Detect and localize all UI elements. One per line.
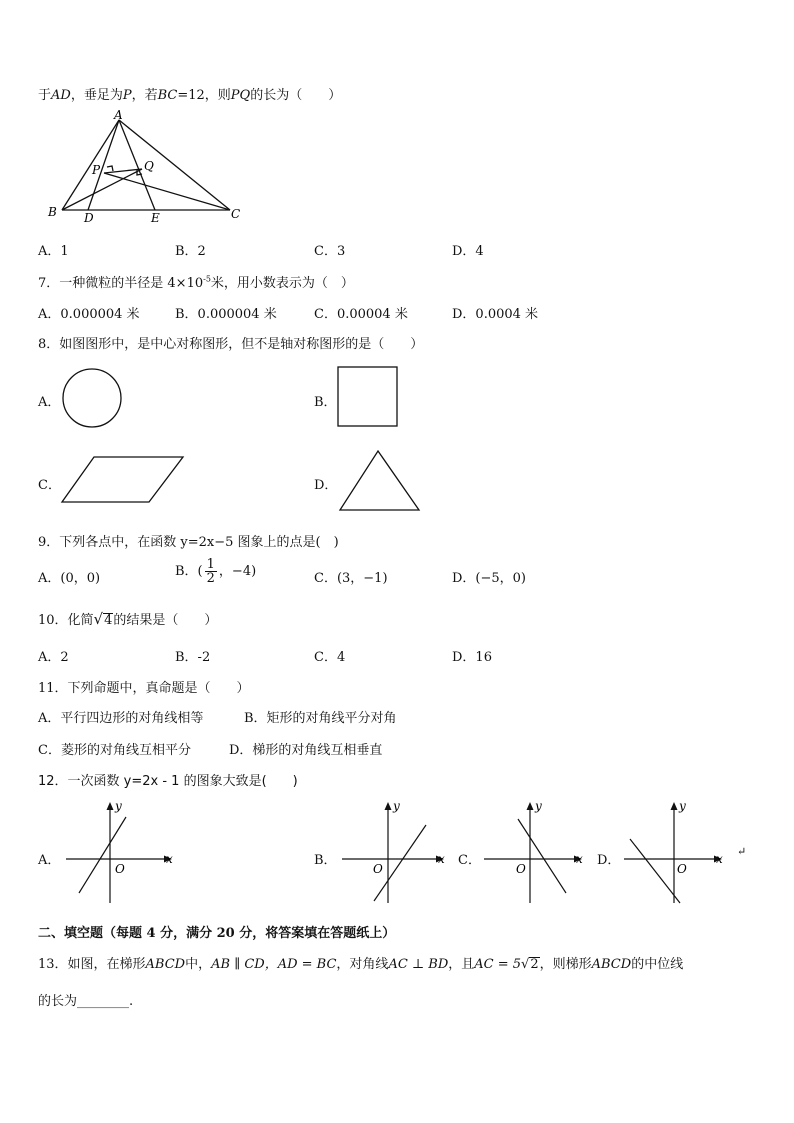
q8-option-b[interactable]: B． xyxy=(314,395,337,410)
q9-option-d[interactable]: D．(−5，0) xyxy=(452,571,527,586)
q12a-axis-y: y xyxy=(115,799,122,813)
q12b-origin: O xyxy=(373,862,383,876)
q8-square-figure xyxy=(337,366,399,428)
q12d-origin: O xyxy=(677,862,687,876)
q12c-origin: O xyxy=(516,862,526,876)
q12-graph-d xyxy=(620,797,730,907)
q6-label-D: D xyxy=(84,211,94,225)
q8-option-a[interactable]: A． xyxy=(38,395,61,410)
q12b-axis-x: x xyxy=(438,852,445,866)
q9-option-a[interactable]: A．(0，0) xyxy=(38,571,101,586)
q12-graph-c xyxy=(480,797,590,907)
q12c-axis-x: x xyxy=(576,852,583,866)
q8-stem: 8．如图图形中，是中心对称图形，但不是轴对称图形的是（ ） xyxy=(38,337,424,352)
q13-stem-line1: 13．如图，在梯形ABCD中，AB ∥ CD，AD = BC，对角线AC ⊥ BD，且AC = 5√2，则梯形ABCD的中位线 xyxy=(38,957,684,972)
q7-option-b[interactable]: B．0.000004 米 xyxy=(175,307,277,322)
q11-option-c[interactable]: C．菱形的对角线互相平分 xyxy=(38,743,191,758)
q12b-axis-y: y xyxy=(393,799,400,813)
q11-option-b[interactable]: B．矩形的对角线平分对角 xyxy=(244,711,397,726)
q11-option-d[interactable]: D．梯形的对角线互相垂直 xyxy=(229,743,383,758)
q6-label-E: E xyxy=(151,211,160,225)
q6-option-c[interactable]: C．3 xyxy=(314,244,346,259)
q6-label-B: B xyxy=(48,205,57,219)
q6-label-C: C xyxy=(231,207,241,221)
q6-option-a[interactable]: A．1 xyxy=(38,244,69,259)
q6-label-A: A xyxy=(114,110,123,122)
q9-option-b[interactable]: B．( $\frac{1}{2}$ ，−4) xyxy=(175,557,257,586)
q6-triangle-figure xyxy=(40,110,260,226)
q8-option-d[interactable]: D． xyxy=(314,478,338,493)
q12a-origin: O xyxy=(115,862,125,876)
q11-stem: 11．下列命题中，真命题是（ ） xyxy=(38,681,250,696)
q12-option-d[interactable]: D． xyxy=(597,853,621,868)
return-mark: ↵ xyxy=(737,845,747,858)
q12c-axis-y: y xyxy=(535,799,542,813)
q8-triangle-figure xyxy=(338,449,422,513)
q9-stem: 9．下列各点中，在函数 y=2x−5 图象上的点是( ) xyxy=(38,535,339,550)
q10-option-b[interactable]: B．-2 xyxy=(175,650,211,665)
q8-parallelogram-figure xyxy=(60,455,186,505)
q8-circle-figure xyxy=(60,367,124,429)
sqrt-radical-icon: √ xyxy=(93,610,104,628)
q10-option-c[interactable]: C．4 xyxy=(314,650,346,665)
q9-option-c[interactable]: C．(3，−1) xyxy=(314,571,388,586)
q10-stem: 10．化简√4的结果是（ ） xyxy=(38,610,218,628)
q8-option-c[interactable]: C． xyxy=(38,478,61,493)
sqrt-radical-icon: √ xyxy=(521,957,530,972)
q10-option-a[interactable]: A．2 xyxy=(38,650,69,665)
q6-stem: 于AD，垂足为P，若BC=12，则PQ的长为（ ） xyxy=(38,88,342,103)
section-2-title: 二、填空题（每题 4 分，满分 20 分，将答案填在答题纸上） xyxy=(38,926,396,941)
q7-option-d[interactable]: D．0.0004 米 xyxy=(452,307,539,322)
q11-option-a[interactable]: A．平行四边形的对角线相等 xyxy=(38,711,204,726)
q12d-axis-y: y xyxy=(679,799,686,813)
q13-stem-line2: 的长为________. xyxy=(38,994,134,1009)
q6-label-P: P xyxy=(92,163,101,177)
q12-graph-a xyxy=(62,797,178,907)
q6-option-b[interactable]: B．2 xyxy=(175,244,206,259)
q12-option-b[interactable]: B． xyxy=(314,853,337,868)
q12-stem: 12．一次函数 y=2x - 1 的图象大致是( ) xyxy=(38,774,298,789)
q12-option-a[interactable]: A． xyxy=(38,853,61,868)
q7-option-a[interactable]: A．0.000004 米 xyxy=(38,307,140,322)
q7-option-c[interactable]: C．0.00004 米 xyxy=(314,307,408,322)
q12-graph-b xyxy=(340,797,450,907)
q10-option-d[interactable]: D．16 xyxy=(452,650,492,665)
q13-answer-blank[interactable]: ________ xyxy=(77,994,130,1009)
q12a-axis-x: x xyxy=(166,852,173,866)
q6-option-d[interactable]: D．4 xyxy=(452,244,484,259)
q12d-axis-x: x xyxy=(716,852,723,866)
fraction-one-half: $\frac{1}{2}$ xyxy=(206,557,215,586)
q12-option-c[interactable]: C． xyxy=(458,853,481,868)
q7-stem: 7．一种微粒的半径是 $4\times 10^{-5}$米，用小数表示为（ ） xyxy=(38,274,354,291)
q6-label-Q: Q xyxy=(144,159,154,173)
